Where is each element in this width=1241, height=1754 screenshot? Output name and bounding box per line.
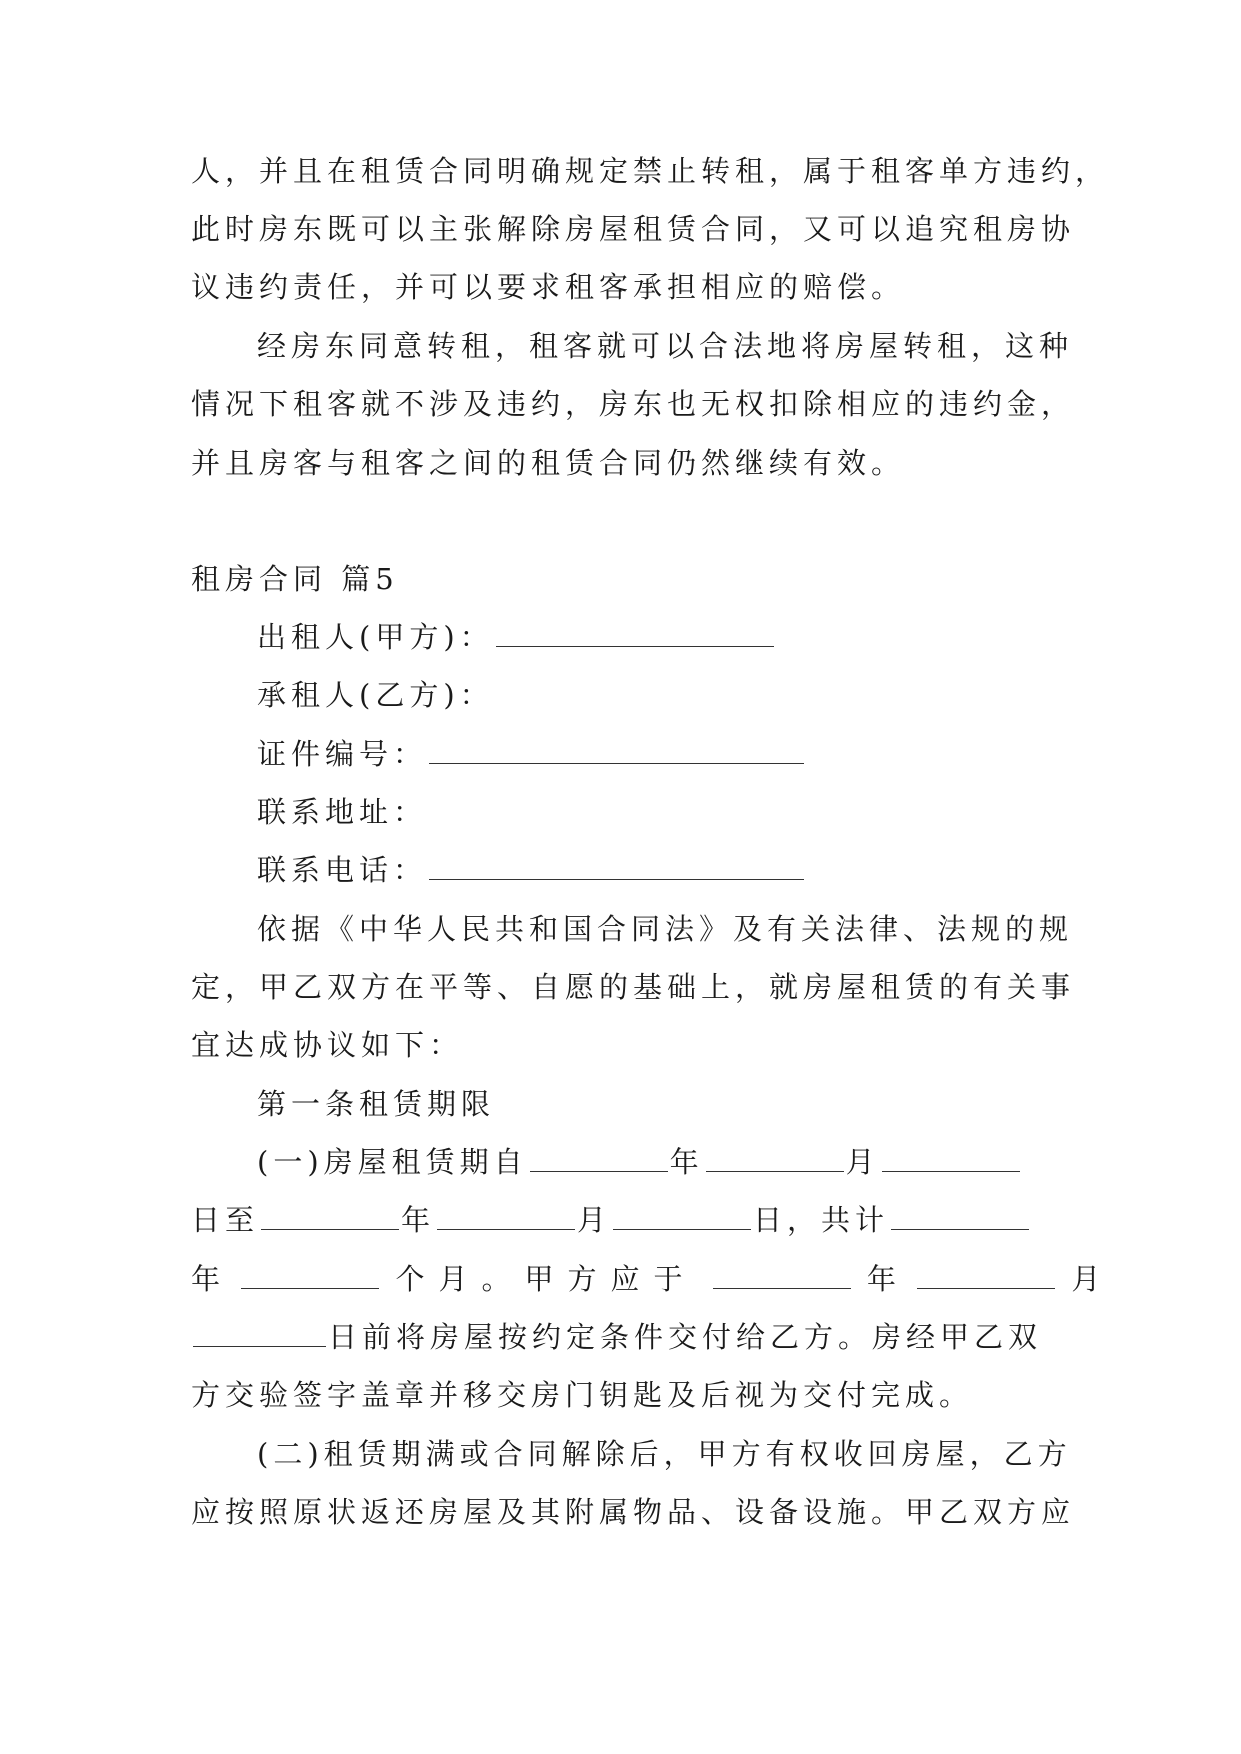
paragraph-line: 人，并且在租赁合同明确规定禁止转租，属于租客单方违约， — [191, 154, 1110, 188]
paragraph-line: 依据《中华人民共和国合同法》及有关法律、法规的规 — [257, 912, 1074, 946]
address-label: 联系地址： — [257, 795, 428, 829]
clause-line — [257, 1133, 1022, 1192]
id-label: 证件编号： — [257, 737, 428, 771]
clause-line — [191, 1308, 1042, 1367]
phone-label: 联系电话： — [257, 853, 428, 887]
lessee-label: 承租人(乙方)： — [257, 678, 494, 712]
clause-text: 个月。甲方应于 — [395, 1262, 697, 1296]
paragraph-line: 经房东同意转租，租客就可以合法地将房屋转租，这种 — [257, 329, 1074, 363]
clause-text: 年 — [669, 1145, 704, 1179]
clause-line — [191, 1250, 1105, 1309]
clause-text: 年 — [401, 1203, 436, 1237]
total-blank — [891, 1228, 1029, 1230]
year-blank — [713, 1287, 851, 1289]
clause-text: 年 — [866, 1262, 901, 1296]
id-blank — [429, 762, 804, 764]
paragraph-line: 议违约责任，并可以要求租客承担相应的赔偿。 — [191, 270, 906, 304]
lessor-field — [257, 608, 776, 667]
clause-text: 日至 — [191, 1203, 260, 1237]
clause-text: 月 — [577, 1203, 612, 1237]
address-field — [257, 783, 427, 842]
clause-line — [191, 1191, 1031, 1250]
month-blank — [917, 1287, 1055, 1289]
month-blank — [706, 1170, 844, 1172]
clause-text: 月 — [845, 1145, 880, 1179]
clause-text: 年 — [191, 1262, 226, 1296]
phone-field — [257, 841, 806, 900]
clause-line: (二)租赁期满或合同解除后，甲方有权收回房屋，乙方 — [257, 1437, 1072, 1471]
month-count-blank — [241, 1287, 379, 1289]
paragraph-line: 定，甲乙双方在平等、自愿的基础上，就房屋租赁的有关事 — [191, 970, 1076, 1004]
paragraph-line: 情况下租客就不涉及违约，房东也无权扣除相应的违约金， — [191, 387, 1076, 421]
clause-line: 方交验签字盖章并移交房门钥匙及后视为交付完成。 — [191, 1378, 974, 1412]
month-blank — [437, 1228, 575, 1230]
day-blank — [882, 1170, 1020, 1172]
paragraph-line: 并且房客与租客之间的租赁合同仍然继续有效。 — [191, 446, 906, 480]
day-blank — [613, 1228, 751, 1230]
clause-text: 月 — [1071, 1262, 1106, 1296]
clause-text: 日前将房屋按约定条件交付给乙方。房经甲乙双 — [328, 1320, 1043, 1354]
article-title: 第一条租赁期限 — [257, 1087, 496, 1121]
year-blank — [261, 1228, 399, 1230]
day-blank — [193, 1345, 326, 1347]
phone-blank — [429, 878, 804, 880]
clause-line: 应按照原状返还房屋及其附属物品、设备设施。甲乙双方应 — [191, 1495, 1076, 1529]
paragraph-line: 此时房东既可以主张解除房屋租赁合同，又可以追究租房协 — [191, 212, 1076, 246]
lessor-label: 出租人(甲方)： — [257, 620, 494, 654]
lessor-blank — [496, 645, 774, 647]
id-field — [257, 725, 806, 784]
year-blank — [530, 1170, 668, 1172]
section-title: 租房合同 篇5 — [191, 562, 399, 596]
clause-text: (一)房屋租赁期自 — [257, 1145, 528, 1179]
lessee-field — [257, 666, 494, 725]
clause-text: 日，共计 — [753, 1203, 890, 1237]
paragraph-line: 宜达成协议如下： — [191, 1028, 464, 1062]
